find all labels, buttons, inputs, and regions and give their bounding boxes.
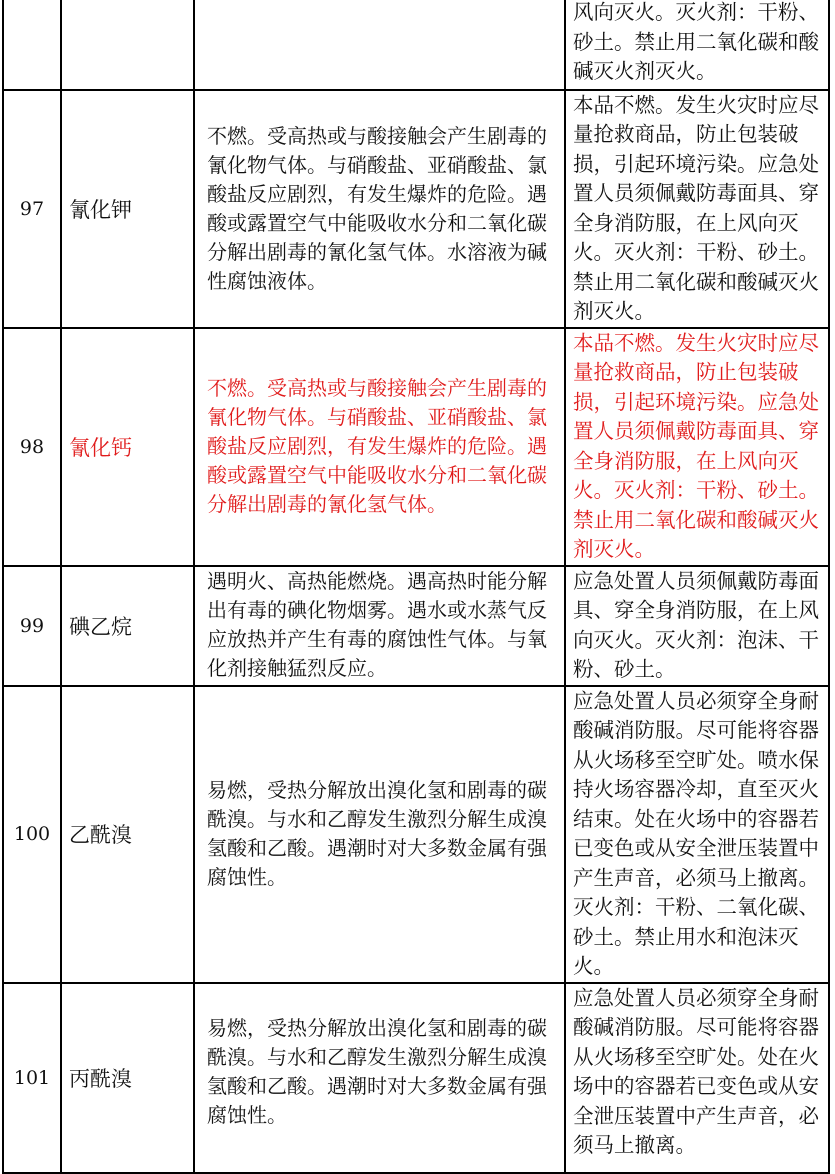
- table-row: [3, 983, 829, 1173]
- hazard-table: [2, 0, 830, 1174]
- chemical-name: 碘乙烷: [61, 566, 194, 686]
- row-number: 99: [3, 566, 61, 686]
- hazard-description: [194, 0, 565, 90]
- row-number: 97: [3, 90, 61, 328]
- firefighting-measures: 应急处置人员必须穿全身耐酸碱消防服。尽可能将容器从火场移至空旷处。喷水保持火场容器冷却，直至灭火结束。处在火场中的容器若已变色或从安全泄压装置中产生声音，必须马上撤离。灭火剂：干粉、二氧化碳、砂土。禁止用水和泡沫灭火。: [565, 686, 829, 983]
- row-number: [3, 0, 61, 90]
- table-row: [3, 0, 829, 90]
- row-number: 98: [3, 328, 61, 566]
- hazard-description: 易燃，受热分解放出溴化氢和剧毒的碳酰溴。与水和乙醇发生激烈分解生成溴氢酸和乙酸。遇潮时对大多数金属有强腐蚀性。: [194, 686, 565, 983]
- hazard-description: 不燃。受高热或与酸接触会产生剧毒的氰化物气体。与硝酸盐、亚硝酸盐、氯酸盐反应剧烈，有发生爆炸的危险。遇酸或露置空气中能吸收水分和二氧化碳分解出剧毒的氰化氢气体。水溶液为碱性腐蚀液体。: [194, 90, 565, 328]
- row-number: 100: [3, 686, 61, 983]
- hazard-description: 遇明火、高热能燃烧。遇高热时能分解出有毒的碘化物烟雾。遇水或水蒸气反应放热并产生有毒的腐蚀性气体。与氧化剂接触猛烈反应。: [194, 566, 565, 686]
- table-row: [3, 90, 829, 328]
- chemical-name: 氰化钙: [61, 328, 194, 566]
- firefighting-measures: 应急处置人员必须穿全身耐酸碱消防服。尽可能将容器从火场移至空旷处。处在火场中的容器若已变色或从安全泄压装置中产生声音，必须马上撤离。: [565, 983, 829, 1173]
- chemical-name: 氰化钾: [61, 90, 194, 328]
- chemical-name: 丙酰溴: [61, 983, 194, 1173]
- hazard-description: 易燃，受热分解放出溴化氢和剧毒的碳酰溴。与水和乙醇发生激烈分解生成溴氢酸和乙酸。遇潮时对大多数金属有强腐蚀性。: [194, 983, 565, 1173]
- table-row: [3, 328, 829, 566]
- chemical-name: [61, 0, 194, 90]
- table-row: [3, 566, 829, 686]
- firefighting-measures: 应急处置人员须佩戴防毒面具、穿全身消防服，在上风向灭火。灭火剂：泡沫、干粉、砂土。: [565, 566, 829, 686]
- table-row: [3, 686, 829, 983]
- chemical-name: 乙酰溴: [61, 686, 194, 983]
- hazard-description: 不燃。受高热或与酸接触会产生剧毒的氰化物气体。与硝酸盐、亚硝酸盐、氯酸盐反应剧烈，有发生爆炸的危险。遇酸或露置空气中能吸收水分和二氧化碳分解出剧毒的氰化氢气体。: [194, 328, 565, 566]
- firefighting-measures: 本品不燃。发生火灾时应尽量抢救商品，防止包装破损，引起环境污染。应急处置人员须佩戴防毒面具、穿全身消防服，在上风向灭火。灭火剂：干粉、砂土。禁止用二氧化碳和酸碱灭火剂灭火。: [565, 328, 829, 566]
- row-number: 101: [3, 983, 61, 1173]
- firefighting-measures: 风向灭火。灭火剂：干粉、砂土。禁止用二氧化碳和酸碱灭火剂灭火。: [565, 0, 829, 90]
- firefighting-measures: 本品不燃。发生火灾时应尽量抢救商品，防止包装破损，引起环境污染。应急处置人员须佩戴防毒面具、穿全身消防服，在上风向灭火。灭火剂：干粉、砂土。禁止用二氧化碳和酸碱灭火剂灭火。: [565, 90, 829, 328]
